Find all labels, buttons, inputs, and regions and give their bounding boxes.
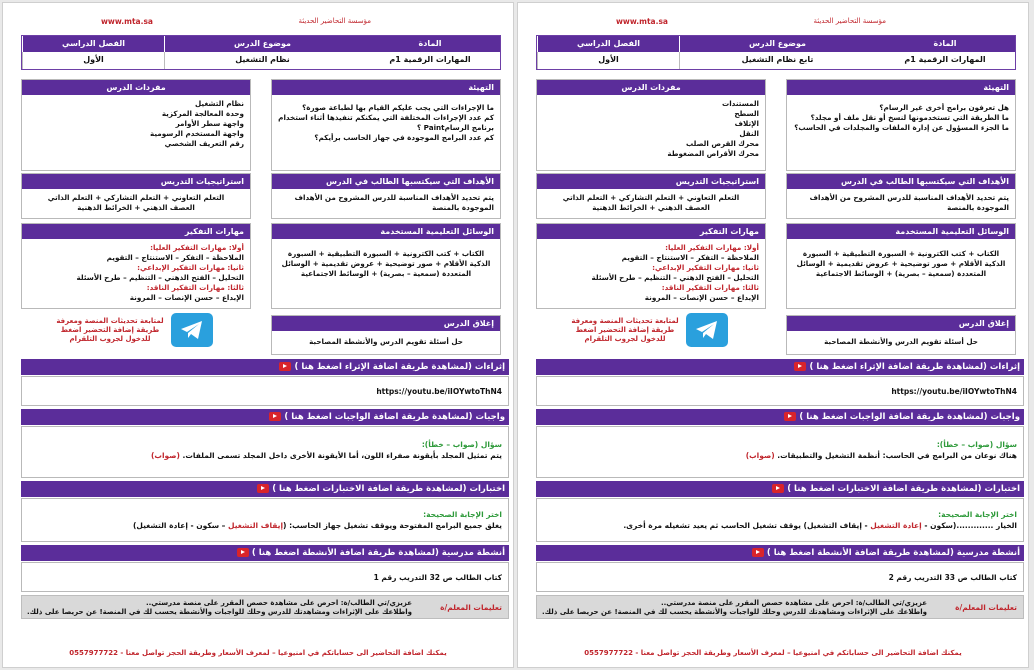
- thinking-l1-title: أولا: مهارات التفكير العليا:: [665, 243, 759, 252]
- thinking-box: [536, 223, 766, 309]
- thinking-l3: الإبداع – حسن الإنصات – المرونة: [644, 293, 759, 302]
- site-link[interactable]: www.mta.sa: [101, 17, 153, 26]
- goals-box: [271, 173, 501, 219]
- thinking-l1: الملاحظة – التفكر – الاستنتاج – التقويم: [106, 253, 244, 262]
- thinking-box: [21, 223, 251, 309]
- subject-header: المادة: [933, 39, 957, 48]
- strategy-line: العصف الذهني + الخرائط الذهنية: [77, 203, 195, 212]
- thinking-l3: الإبداع – حسن الإنصات – المرونة: [129, 293, 244, 302]
- notes-line-2: واطلاعك على الإثراءات ومشاهدتك للدرس وحلك للواجبات والأنشطة يحسب لك في المنصة! عن حريصا على ذلك.: [26, 608, 412, 616]
- vocab-item: نظام التشغيل: [195, 99, 244, 108]
- thinking-l3-title: ثالثا: مهارات التفكير الناقد:: [661, 283, 759, 292]
- activities-text: كتاب الطالب ص 33 التدريب رقم 2: [888, 573, 1017, 582]
- teacher-notes: [536, 595, 1024, 619]
- intro-box: [271, 79, 501, 171]
- tests-text-post: – سكون - إعادة التشغيل): [133, 521, 229, 530]
- strategy-line: العصف الذهني + الخرائط الذهنية: [592, 203, 710, 212]
- vocab-item: النقل: [739, 129, 759, 138]
- intro-question: هل تعرفون برامج أخرى غير الرسام؟: [879, 103, 1009, 112]
- closing-title: إغلاق الدرس: [787, 316, 1015, 331]
- activities-bar[interactable]: [21, 545, 509, 561]
- homework-text: هناك نوعان من البرامج في الحاسب: أنظمة التشغيل والتطبيقات.: [777, 451, 1017, 460]
- thinking-l1-title: أولا: مهارات التفكير العليا:: [150, 243, 244, 252]
- enrich-bar[interactable]: [536, 359, 1024, 375]
- tests-bar-label: اختبارات (لمشاهدة طريقة اضافة الاختبارات اضغط هنا ): [787, 484, 1020, 494]
- closing-box: [786, 315, 1016, 355]
- topic-header: موضوع الدرس: [164, 36, 360, 52]
- homework-bar[interactable]: [536, 409, 1024, 425]
- tests-answer: إعادة التشغيل: [870, 521, 922, 530]
- activities-bar-label: أنشطة مدرسية (لمشاهدة طريقة اضافة الأنشطة اضغط هنا ): [766, 548, 1020, 558]
- intro-box: [786, 79, 1016, 171]
- tests-answer: إيقاف التشغيل: [228, 521, 284, 530]
- youtube-icon[interactable]: [794, 362, 806, 371]
- tests-bar[interactable]: [21, 481, 509, 497]
- tools-box: [786, 223, 1016, 309]
- thinking-l3-title: ثالثا: مهارات التفكير الناقد:: [146, 283, 244, 292]
- strategy-line: التعلم التعاوني + التعلم التشاركي + التعلم الذاتي: [47, 193, 225, 202]
- youtube-icon[interactable]: [269, 412, 281, 421]
- tests-bar[interactable]: [536, 481, 1024, 497]
- promo-text[interactable]: لمتابعة تحديثات المنصة ومعرفة طريقة إضافة التحضير اضغط للدخول لجروب التلقرام: [571, 317, 679, 343]
- page-footer: يمكنك اضافة التحاضير الى حساباتكم في امنيوعيا – لمعرف الأسعار وطريقة الحجز تواصل معنا - 0557977722: [584, 649, 962, 657]
- page-header: [530, 17, 1016, 29]
- tests-bar-label: اختبارات (لمشاهدة طريقة اضافة الاختبارات اضغط هنا ): [272, 484, 505, 494]
- telegram-promo[interactable]: [171, 313, 251, 355]
- vocab-item: محرك القرص الصلب: [686, 139, 759, 148]
- subject-value: المهارات الرقمية 1م: [904, 55, 986, 64]
- enrich-bar[interactable]: [21, 359, 509, 375]
- youtube-icon[interactable]: [784, 412, 796, 421]
- enrich-link[interactable]: https://youtu.be/iIOYwtoThN4: [376, 387, 502, 396]
- homework-panel: [536, 426, 1024, 478]
- homework-panel: [21, 426, 509, 478]
- intro-question: ما الإجراءات التي يجب عليكم القيام بها لطباعة صورة؟: [302, 103, 494, 112]
- thinking-l1: الملاحظة – التفكر – الاستنتاج – التقويم: [621, 253, 759, 262]
- enrich-panel: [21, 376, 509, 406]
- enrich-link[interactable]: https://youtu.be/iIOYwtoThN4: [891, 387, 1017, 396]
- goals-title: الأهداف التي سيكتسبها الطالب في الدرس: [787, 174, 1015, 189]
- telegram-icon[interactable]: [171, 313, 213, 347]
- thinking-l2: التحليل – الفتح الذهني – التنظيم – طرح الأسئلة: [76, 273, 244, 282]
- term-header: الفصل الدراسي: [537, 36, 679, 52]
- subject-value: المهارات الرقمية 1م: [389, 55, 471, 64]
- telegram-icon[interactable]: [686, 313, 728, 347]
- strategy-line: التعلم التعاوني + التعلم التشاركي + التعلم الذاتي: [562, 193, 740, 202]
- lesson-info-table: [21, 35, 501, 70]
- homework-answer: (صواب): [151, 451, 180, 460]
- tools-box: [271, 223, 501, 309]
- tests-panel: [536, 498, 1024, 542]
- strategies-title: استراتيجيات التدريس: [22, 174, 250, 189]
- notes-line-1: عزيزي/تي الطالب/ة: احرص على مشاهدة حصص المقرر على منصة مدرستي..: [145, 599, 412, 607]
- homework-bar-label: واجبات (لمشاهدة طريقة اضافة الواجبات اضغط هنا ): [799, 412, 1020, 422]
- tests-text-pre: يغلق جميع البرامج المفتوحة ويوقف تشغيل جهاز الحاسب: (: [283, 521, 502, 530]
- vocab-item: رقم التعريف الشخصي: [164, 139, 244, 148]
- activities-panel: [536, 562, 1024, 592]
- vocab-item: واجهة المستخدم الرسومية: [150, 129, 244, 138]
- page-header: [15, 17, 501, 29]
- homework-question-type: سؤال (صواب – خطأ):: [936, 440, 1017, 449]
- tools-title: الوسائل التعليمية المستخدمة: [787, 224, 1015, 239]
- strategies-title: استراتيجيات التدريس: [537, 174, 765, 189]
- tools-title: الوسائل التعليمية المستخدمة: [272, 224, 500, 239]
- homework-bar[interactable]: [21, 409, 509, 425]
- strategies-box: [536, 173, 766, 219]
- homework-bar-label: واجبات (لمشاهدة طريقة اضافة الواجبات اضغط هنا ): [284, 412, 505, 422]
- thinking-title: مهارات التفكير: [22, 224, 250, 239]
- vocab-item: محرك الأقراص المضغوطة: [667, 149, 759, 158]
- vocab-item: الإتلاف: [734, 119, 759, 128]
- thinking-title: مهارات التفكير: [537, 224, 765, 239]
- intro-title: التهيئة: [787, 80, 1015, 95]
- tests-panel: [21, 498, 509, 542]
- intro-question: كم عدد الإجراءات المختلفة التي يمكنكم تنفيذها أثناء استخدام برنامج الرسامPaint ؟: [278, 113, 494, 132]
- closing-title: إغلاق الدرس: [272, 316, 500, 331]
- page-footer: يمكنك اضافة التحاضير الى حساباتكم في امنيوعيا – لمعرف الأسعار وطريقة الحجز تواصل معنا - 0557977722: [69, 649, 447, 657]
- closing-text: حل أسئلة تقويم الدرس والأنشطة المصاحبة: [824, 337, 978, 346]
- vocab-title: مفردات الدرس: [22, 80, 250, 95]
- strategies-box: [21, 173, 251, 219]
- intro-question: ما الجزء المسؤول عن إدارة الملفات والمجلدات في الحاسب؟: [794, 123, 1009, 132]
- youtube-icon[interactable]: [237, 548, 249, 557]
- lesson-sheet: [2, 2, 514, 668]
- tools-text: الكتاب + كتب الكترونية + السبورة التطبيقية + السبورة الذكية الأقلام + صور توضيحية + عروض تقديمية + الوسائل المتعددة (سمعية – بصرية) + الوسائط الاجتماعية: [796, 249, 1006, 278]
- tests-text-post: - إيقاف التشغيل) يوقف تشغيل الحاسب ثم يعيد تشغيله مرة أخرى.: [623, 521, 871, 530]
- subject-header: المادة: [418, 39, 442, 48]
- lesson-sheet: [517, 2, 1029, 668]
- homework-question-type: سؤال (صواب – خطأ):: [421, 440, 502, 449]
- vocab-item: وحدة المعالجة المركزية: [161, 109, 244, 118]
- term-value: الأول: [537, 52, 679, 69]
- topic-value: تابع نظام التشغيل: [679, 52, 875, 69]
- thinking-l2-title: ثانيا: مهارات التفكير الإبداعي:: [652, 263, 759, 272]
- homework-answer: (صواب): [745, 451, 775, 460]
- intro-question: كم عدد البرامج الموجودة في جهاز الحاسب برأيكم؟: [314, 133, 494, 142]
- activities-bar[interactable]: [536, 545, 1024, 561]
- topic-header: موضوع الدرس: [679, 36, 875, 52]
- youtube-icon[interactable]: [772, 484, 784, 493]
- thinking-l2: التحليل – الفتح الذهني – التنظيم – طرح الأسئلة: [591, 273, 759, 282]
- org-name: مؤسسة التحاضير الحديثة: [298, 17, 371, 25]
- intro-title: التهيئة: [272, 80, 500, 95]
- vocab-box: [21, 79, 251, 171]
- tools-text: الكتاب + كتب الكترونية + السبورة التطبيقية + السبورة الذكية الأقلام + صور توضيحية + عروض تقديمية + الوسائل المتعددة (سمعية – بصرية) + الوسائط الاجتماعية: [281, 249, 491, 278]
- tests-question-type: اختر الإجابة الصحيحة:: [423, 510, 502, 519]
- goals-box: [786, 173, 1016, 219]
- activities-text: كتاب الطالب ص 32 التدريب رقم 1: [373, 573, 502, 582]
- homework-text: يتم تمثيل المجلد بأيقونة صفراء اللون، أما الأيقونة الأخرى داخل المجلد تسمى الملفات.: [182, 451, 502, 460]
- notes-label: تعليمات المعلم/ة: [955, 603, 1017, 612]
- vocab-item: المستندات: [721, 99, 759, 108]
- activities-bar-label: أنشطة مدرسية (لمشاهدة طريقة اضافة الأنشطة اضغط هنا ): [251, 548, 505, 558]
- closing-text: حل أسئلة تقويم الدرس والأنشطة المصاحبة: [309, 337, 463, 346]
- promo-text[interactable]: لمتابعة تحديثات المنصة ومعرفة طريقة إضافة التحضير اضغط للدخول لجروب التلقرام: [56, 317, 164, 343]
- topic-value: نظام التشغيل: [164, 52, 360, 69]
- org-name: مؤسسة التحاضير الحديثة: [813, 17, 886, 25]
- youtube-icon[interactable]: [279, 362, 291, 371]
- youtube-icon[interactable]: [257, 484, 269, 493]
- notes-line-1: عزيزي/تي الطالب/ة: احرص على مشاهدة حصص المقرر على منصة مدرستي..: [660, 599, 927, 607]
- intro-question: ما الطريقة التي تستخدمونها لنسخ أو نقل ملف أو مجلد؟: [810, 113, 1009, 122]
- lesson-info-table: [536, 35, 1016, 70]
- goals-text: يتم تحديد الأهداف المناسبة للدرس المشروح من الأهداف الموجودة بالمنصة: [294, 193, 494, 212]
- vocab-item: السطح: [734, 109, 759, 118]
- thinking-l2-title: ثانيا: مهارات التفكير الإبداعي:: [137, 263, 244, 272]
- enrich-bar-label: إثراءات (لمشاهدة طريقة اضافة الإثراء اضغط هنا ): [809, 362, 1020, 372]
- closing-box: [271, 315, 501, 355]
- vocab-title: مفردات الدرس: [537, 80, 765, 95]
- tests-text-pre: الخيار .............(سكون -: [921, 521, 1017, 530]
- vocab-box: [536, 79, 766, 171]
- notes-label: تعليمات المعلم/ة: [440, 603, 502, 612]
- enrich-bar-label: إثراءات (لمشاهدة طريقة اضافة الإثراء اضغط هنا ): [294, 362, 505, 372]
- activities-panel: [21, 562, 509, 592]
- telegram-promo[interactable]: [686, 313, 766, 355]
- tests-question-type: اختر الإجابة الصحيحة:: [938, 510, 1017, 519]
- goals-text: يتم تحديد الأهداف المناسبة للدرس المشروح من الأهداف الموجودة بالمنصة: [809, 193, 1009, 212]
- site-link[interactable]: www.mta.sa: [616, 17, 668, 26]
- teacher-notes: [21, 595, 509, 619]
- term-header: الفصل الدراسي: [22, 36, 164, 52]
- term-value: الأول: [22, 52, 164, 69]
- goals-title: الأهداف التي سيكتسبها الطالب في الدرس: [272, 174, 500, 189]
- enrich-panel: [536, 376, 1024, 406]
- youtube-icon[interactable]: [752, 548, 764, 557]
- vocab-item: واجهة سطر الأوامر: [175, 119, 244, 128]
- notes-line-2: واطلاعك على الإثراءات ومشاهدتك للدرس وحلك للواجبات والأنشطة يحسب لك في المنصة! عن حريصا على ذلك.: [541, 608, 927, 616]
